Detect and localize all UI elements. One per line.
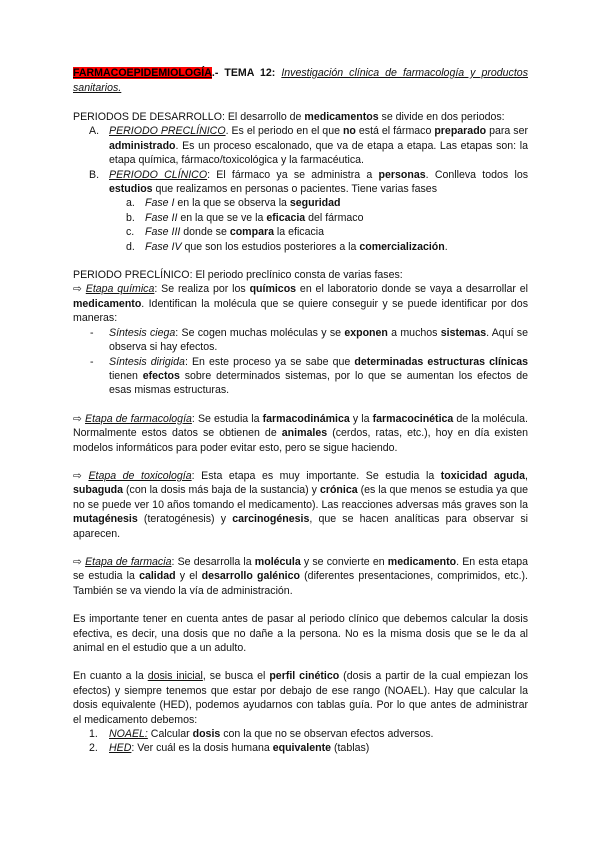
list-item: b. Fase II en la que se ve la eficacia del fármaco xyxy=(126,211,364,224)
sintesis-list xyxy=(73,326,528,398)
topic-number: TEMA 12: xyxy=(224,67,276,79)
list-item: - Síntesis ciega: Se cogen muchas moléculas y se exponen a muchos sistemas. Aquí se observa si hay efectos. xyxy=(90,326,529,354)
list-item: 2. HED: Ver cuál es la dosis humana equivalente (tablas) xyxy=(89,742,370,755)
list-item: a. Fase I en la que se observa la seguridad xyxy=(126,197,341,210)
list-item: c. Fase III donde se compara la eficacia xyxy=(126,226,325,239)
arrow-icon: ⇨ xyxy=(73,469,82,482)
preclinico-intro: PERIODO PRECLÍNICO: El periodo preclínico consta de varias fases: xyxy=(73,269,403,282)
periodos-heading: PERIODOS DE DESARROLLO xyxy=(73,111,222,123)
arrow-icon: ⇨ xyxy=(73,412,82,425)
etapa-farmacia: ⇨ Etapa de farmacia: Se desarrolla la molécula y se convierte en medicamento. En esta etapa se estudia la calidad y el desarrollo galénico (diferentes presentaciones, comprimidos, etc.). También se va viendo la vía de administración. xyxy=(73,555,529,597)
arrow-icon: ⇨ xyxy=(73,555,82,568)
document-title: FARMACOEPIDEMIOLOGÍA.- TEMA 12: Investigación clínica de farmacología y productos sanitarios. xyxy=(73,67,528,94)
etapa-toxicologia: ⇨ Etapa de toxicología: Esta etapa es muy importante. Se estudia la toxicidad aguda, subaguda (con la dosis más baja de la sustancia) y crónica (es la que menos se estudia ya que no se puede ver 10 años tomando el medicamento). Las reacciones adversas más graves son la mutagénesis (teratogénesis) y carcinogénesis, que se hacen analíticas para observar si aparecen. xyxy=(73,469,528,540)
dosis-steps-list xyxy=(73,727,528,756)
dosis-paragraph-1: Es importante tener en cuenta antes de pasar al periodo clínico que debemos calcular la dosis efectiva, es decir, una dosis que no dañe a la persona. No es la misma dosis que se le da al animal en el estudio que a un adulto. xyxy=(73,613,528,654)
list-item: d. Fase IV que son los estudios posteriores a la comercialización. xyxy=(126,240,448,253)
periodos-list xyxy=(73,124,528,196)
subject-highlight: FARMACOEPIDEMIOLOGÍA xyxy=(73,67,212,79)
preclinico-heading: PERIODO PRECLÍNICO xyxy=(73,269,190,282)
arrow-icon: ⇨ xyxy=(73,283,82,296)
topic-subtitle: Investigación clínica de farmacología y productos sanitarios. xyxy=(73,67,528,94)
fases-list xyxy=(73,196,528,254)
etapa-farmacologia: ⇨ Etapa de farmacología: Se estudia la farmacodinámica y la farmacocinética de la molécula. Normalmente estos datos se obtienen de animales (cerdos, ratas, etc.), hoy en día existen modelos informáticos para poder evitar esto, pero se sigue haciendo. xyxy=(73,412,528,454)
list-item: - Síntesis dirigida: En este proceso ya se sabe que determinadas estructuras clínicas tienen efectos sobre determinados sistemas, por lo que se aumentan los efectos de esas mismas estructuras. xyxy=(90,355,528,397)
dosis-paragraph-2: En cuanto a la dosis inicial, se busca el perfil cinético (dosis a partir de la cual empiezan los efectos) y siempre tenemos que estar por debajo de ese rango (NOAEL). Hay que calcular la dosis equivalente (HED), podemos ayudarnos con tablas guía. Por lo que antes de administrar el medicamento debemos: xyxy=(73,670,529,726)
list-item: A. PERIODO PRECLÍNICO. Es el periodo en el que no está el fármaco preparado para ser administrado. Es un proceso escalonado, que va de etapa a etapa. Las etapas son: la etapa química, fármaco/toxicológica y la farmacéutica. xyxy=(89,125,528,167)
list-item: 1. NOAEL: Calcular dosis con la que no se observan efectos adversos. xyxy=(89,728,434,741)
list-item: B. PERIODO CLÍNICO: El fármaco ya se administra a personas. Conlleva todos los estudios que realizamos en personas o pacientes. Tiene varias fases xyxy=(89,168,529,196)
document-page xyxy=(73,66,528,756)
etapa-quimica: ⇨ Etapa química: Se realiza por los químicos en el laboratorio donde se vaya a desarrollar el medicamento. Identifican la molécula que se quiere conseguir y se puede identificar por dos maneras: xyxy=(73,283,528,325)
periodos-intro: PERIODOS DE DESARROLLO: El desarrollo de medicamentos se divide en dos periodos: xyxy=(73,111,505,123)
